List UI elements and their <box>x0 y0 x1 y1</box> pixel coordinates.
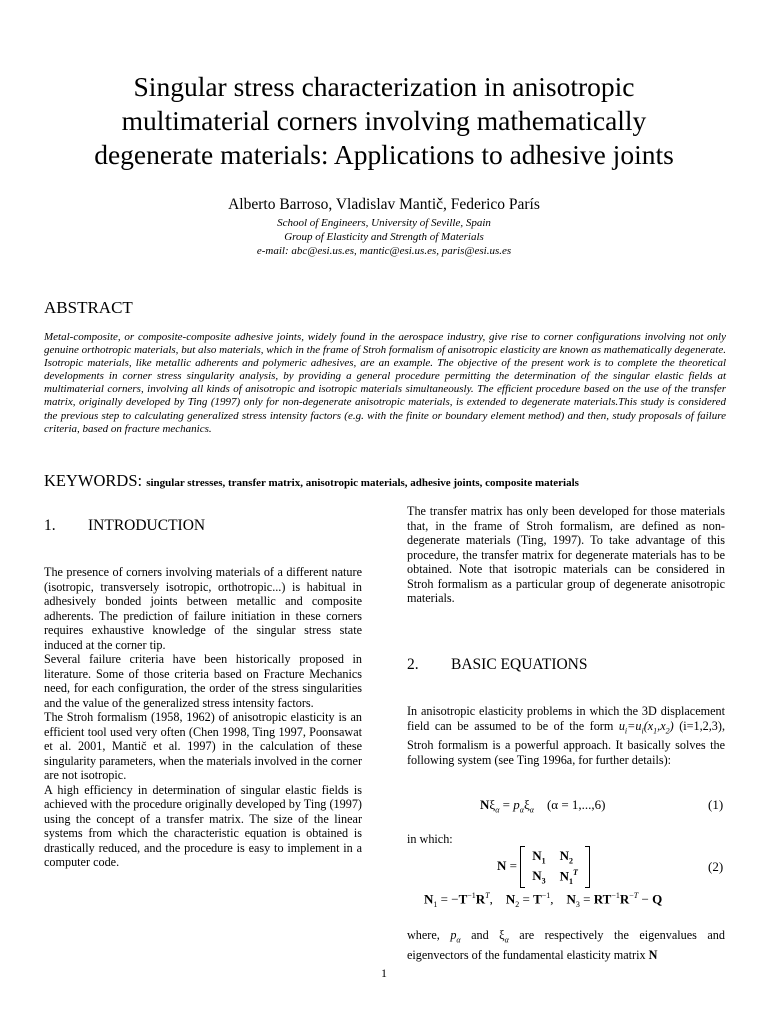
matrix-bracket: $N_1$ $N_2$ $N_3$ $N_1^T$ <box>520 846 590 888</box>
paper-title <box>40 70 728 172</box>
section-number: 1. <box>44 517 56 534</box>
equation-2-definitions: $N_1 = -T^{-1}R^T$, $N_2 = T^{-1}$, $N_3 = RT^{-1}R^{-T} - Q$ <box>424 891 663 909</box>
paragraph: A high efficiency in determination of singular elastic fields is achieved with the procedure originally developed by Ting (1997) using the concept of a transfer matrix. The size of the linear systems from which the characteristic equation is obtained is drastically reduced, and the procedure is easy to implement in a computer code. <box>44 782 362 869</box>
affiliation-school: School of Engineers, University of Seville, Spain <box>277 217 491 229</box>
affiliation-group: Group of Elasticity and Strength of Materials <box>284 231 484 243</box>
abstract-heading: ABSTRACT <box>44 298 133 317</box>
paragraph: The presence of corners involving materials of a different nature (isotropic, transversely isotropic, orthotropic...) is habitual in adhesively bonded joints between metallic and composite adherents. The prediction of failure initiation in these corners requires exhaustive knowledge of the singular stress state induced at the corner tip. <box>44 565 362 652</box>
displacement-form: $u_i=u_i(x_1,x_2)$ <box>618 718 674 735</box>
equation-1-number: (1) <box>708 797 724 812</box>
paragraph: Several failure criteria have been historically proposed in literature. Some of those criteria based on Fracture Mechanics need, for each configuration, the order of the stress singularities and the value of the generalized stress intensity factors. <box>44 652 362 710</box>
section-heading-basic-equations <box>407 656 588 674</box>
page-number: 1 <box>381 966 387 980</box>
abstract-text: Metal-composite, or composite-composite adhesive joints, widely found in the aerospace industry, give rise to corner configurations involving not only genuine orthotropic materials, but also materials, which in the frame of Stroh formalism of anisotropic elasticity are known as mathematically degenerate. Isotropic materials, like metallic adherents and polymeric adhesives, are an example. The objective of the present work is to complete the theoretical developments in corner stress singularity analysis, by providing a general procedure permitting the determination of the singular elastic fields at multimaterial corners, involving all kinds of anisotropic and isotropic materials simultaneously. The efficient procedure based on the use of the transfer matrix, originally developed by Ting (1997) only for non-degenerate anisotropic materials, is extended to degenerate materials.This study is considered the previous step to calculating generalized stress intensity factors (e.g. with the finite or boundary element method) and then, study proposals of failure criteria, based on fracture mechanics. <box>44 331 726 435</box>
keywords-list: singular stresses, transfer matrix, anisotropic materials, adhesive joints, composite materials <box>146 477 579 489</box>
paragraph: The Stroh formalism (1958, 1962) of anisotropic elasticity is an efficient tool used very often (Chen 1998, Ting 1997, Poonsawat et al. 2001, Mantič et al. 1997) in the calculation of these singularity parameters, when the materials involved in the corner are not isotropic. <box>44 710 362 782</box>
title-line-3: degenerate materials: Applications to adhesive joints <box>94 139 674 170</box>
basic-equations-paragraph: In anisotropic elasticity problems in which the 3D displacement field can be assumed to be of the form $u_i=u_i(x_1,x_2)$ (i=1,2,3), Stroh formalism is a powerful approach. It basically solves the following system (see Ting 1996a, for further details): <box>407 704 725 767</box>
authors: Alberto Barroso, Vladislav Mantič, Federico París <box>228 196 540 213</box>
equation-1-range: (α = 1,...,6) <box>546 797 606 812</box>
section-title: BASIC EQUATIONS <box>451 656 588 673</box>
equation-1: $N\xi_\alpha = p_\alpha\xi_\alpha$ (α = 1,...,6) <box>480 797 606 815</box>
in-which-text: in which: <box>407 832 453 846</box>
title-line-2: multimaterial corners involving mathematically <box>121 105 647 136</box>
equation-2: N = $N_1$ $N_2$ $N_3$ $N_1^T$ <box>497 846 590 888</box>
section-title: INTRODUCTION <box>88 517 206 534</box>
section-heading-introduction <box>44 517 205 535</box>
affiliation-email: e-mail: abc@esi.us.es, mantic@esi.us.es, paris@esi.us.es <box>256 245 512 257</box>
keywords-line <box>44 471 579 491</box>
where-paragraph: where, $p_\alpha$ and $\xi_\alpha$ are respectively the eigenvalues and eigenvectors of the fundamental elasticity matrix N <box>407 928 725 962</box>
title-line-1: Singular stress characterization in anisotropic <box>133 71 635 102</box>
equation-2-number: (2) <box>708 859 724 874</box>
section-number: 2. <box>407 656 419 673</box>
transfer-matrix-paragraph: The transfer matrix has only been developed for those materials that, in the frame of Stroh formalism, are defined as non-degenerate materials (Ting, 1997). To take advantage of this procedure, the transfer matrix for degenerate materials has to be obtained. Note that isotropic materials can be considered in Stroh formalism as a particular group of degenerate anisotropic materials. <box>407 504 725 605</box>
keywords-label: KEYWORDS: <box>44 471 143 490</box>
introduction-body <box>44 565 362 870</box>
